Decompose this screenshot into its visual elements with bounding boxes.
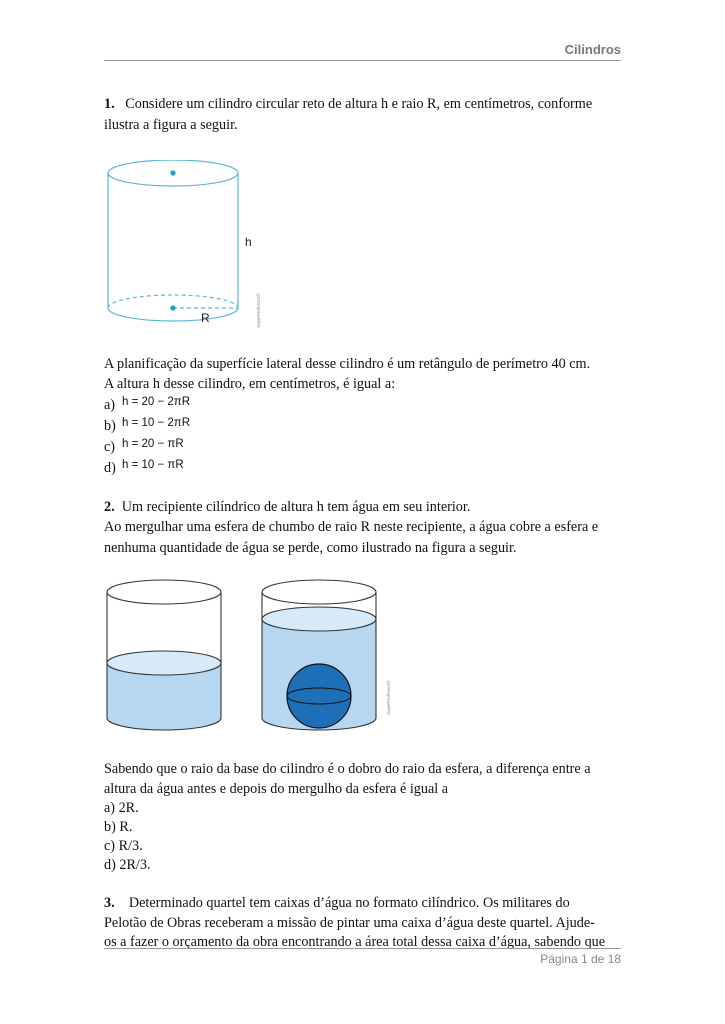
label-h: h [245, 235, 252, 249]
container-after [262, 580, 376, 730]
option-formula: h = 10 − 2πR [122, 417, 191, 429]
q3-number: 3. [104, 895, 115, 911]
q1-intro-line1 [104, 94, 592, 114]
footer-divider [104, 948, 621, 949]
option-letter: a) [104, 397, 116, 413]
q3-text: Determinado quartel tem caixas d’água no formato cilíndrico. Os militares do [128, 895, 570, 911]
q2-intro-line3: nenhuma quantidade de água se perde, como ilustrado na figura a seguir. [104, 540, 517, 556]
option-letter: d) [104, 460, 116, 476]
option-formula: h = 20 − πR [122, 438, 184, 450]
q2-number: 2. [104, 499, 115, 515]
q2-option-a: a) 2R. [104, 800, 139, 816]
q2-text-line1: Sabendo que o raio da base do cilindro é o dobro do raio da esfera, a diferença entre a [104, 761, 591, 777]
q1-intro-text: Considere um cilindro circular reto de altura h e raio R, em centímetros, conforme [125, 96, 593, 112]
q2-intro-line2: Ao mergulhar uma esfera de chumbo de raio R neste recipiente, a água cobre a esfera e [104, 519, 599, 535]
q1-watermark: SuperProfessor® [256, 293, 261, 328]
q1-intro-line2: ilustra a figura a seguir. [104, 117, 238, 133]
label-r: R [201, 311, 210, 325]
q3-text-line3: os a fazer o orçamento da obra encontrando a área total dessa caixa d’água, sabendo que [104, 934, 606, 950]
q2-intro-line1 [104, 497, 470, 517]
q2-option-b: b) R. [104, 819, 133, 835]
q2-intro-text: Um recipiente cilíndrico de altura h tem água em seu interior. [121, 499, 471, 515]
q1-cylinder-figure [100, 160, 275, 335]
water-surface [262, 607, 376, 631]
q1-option-b [104, 416, 190, 437]
option-letter: b) [104, 418, 116, 434]
page-number: Página 1 de 18 [540, 952, 621, 966]
top-center-dot [170, 170, 175, 175]
q1-option-a [104, 395, 190, 416]
water-surface [107, 651, 221, 675]
bottom-center-dot [170, 305, 175, 310]
option-formula: h = 20 − 2πR [122, 396, 191, 408]
q1-option-d [104, 458, 184, 479]
q1-number: 1. [104, 96, 115, 112]
option-letter: c) [104, 439, 116, 455]
q2-text-line2: altura da água antes e depois do mergulho da esfera é igual a [104, 781, 449, 797]
q1-text-line2: A altura h desse cilindro, em centímetros, é igual a: [104, 376, 396, 392]
q2-containers-figure [100, 575, 400, 740]
q1-option-c [104, 437, 184, 458]
container-before [107, 580, 221, 730]
q2-option-c: c) R/3. [104, 838, 143, 854]
q2-option-d: d) 2R/3. [104, 857, 151, 873]
lead-sphere [287, 664, 351, 728]
q1-text-line1: A planificação da superfície lateral desse cilindro é um retângulo de perímetro 40 cm. [104, 356, 591, 372]
option-formula: h = 10 − πR [122, 459, 184, 471]
q3-text-line1 [104, 893, 570, 913]
header-divider [104, 60, 621, 61]
q3-text-line2: Pelotão de Obras receberam a missão de pintar uma caixa d’água deste quartel. Ajude- [104, 915, 595, 931]
header-title: Cilindros [564, 42, 621, 57]
q2-watermark: SuperProfessor® [386, 680, 391, 715]
